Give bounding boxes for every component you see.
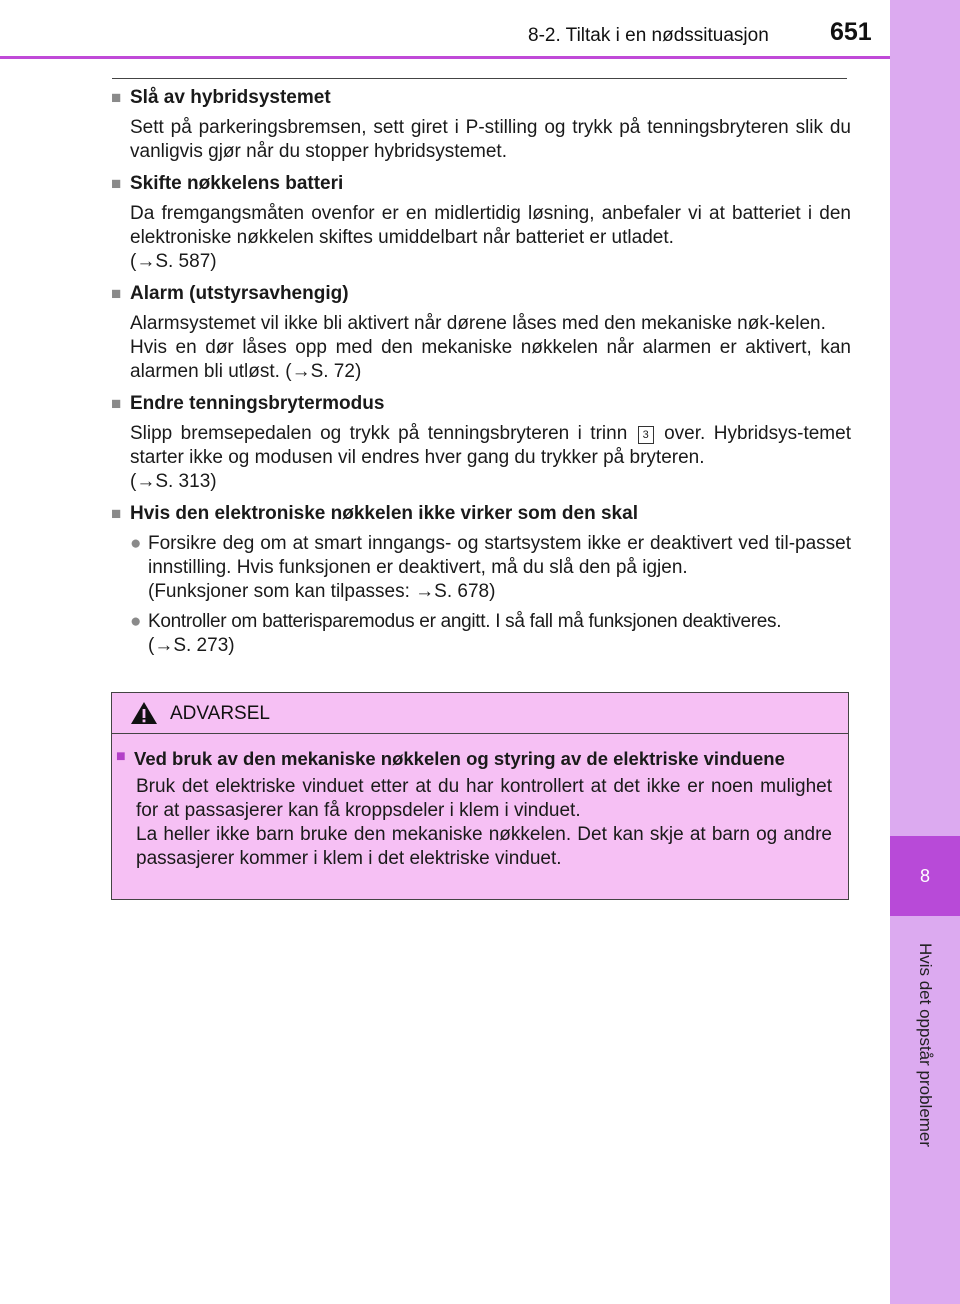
header-rule [0, 56, 890, 59]
square-bullet-icon: ■ [111, 284, 122, 303]
square-bullet-icon: ■ [111, 88, 122, 107]
warning-box [111, 692, 849, 900]
round-bullet-icon: ● [130, 611, 142, 632]
round-bullet-icon: ● [130, 533, 142, 554]
arrow-right-icon: → [291, 361, 311, 382]
section-heading: ■ Skifte nøkkelens batteri [111, 173, 344, 194]
page-reference-link[interactable]: (→S. 72) [285, 361, 362, 382]
arrow-right-icon: → [136, 471, 156, 492]
warning-text: Bruk det elektriske vinduet etter at du har kontrollert at det ikke er noen mulighet for at passasjerer kan få kroppsdeler i klem i vinduet. La heller ikke barn bruke den mekaniske nøkkelen. Det kan skje at barn og andre passasjerer kommer i klem i det elektriske vinduet. [136, 776, 832, 869]
arrow-right-icon: → [154, 635, 174, 656]
section-heading: ■ Hvis den elektroniske nøkkelen ikke virker som den skal [111, 503, 638, 524]
section-heading: ■ Slå av hybridsystemet [111, 87, 331, 108]
page-reference-link[interactable]: (→S. 273) [148, 635, 235, 656]
section-heading: ■ Alarm (utstyrsavhengig) [111, 283, 349, 304]
step-number-box: 3 [638, 426, 654, 444]
content-rule [112, 78, 847, 79]
main-content [111, 86, 851, 658]
warning-subheading: ■ Ved bruk av den mekaniske nøkkelen og styring av de elektriske vinduene [116, 748, 785, 769]
section-title: 8-2. Tiltak i en nødssituasjon [528, 25, 769, 46]
chapter-label: Hvis det oppstår problemer [916, 942, 935, 1148]
page-reference-link[interactable]: (→S. 587) [130, 251, 217, 272]
warning-body [112, 734, 848, 899]
arrow-right-icon: → [415, 581, 435, 602]
chapter-tab[interactable]: 8 [890, 836, 960, 916]
section-body: Da fremgangsmåten ovenfor er en midlertidig løsning, anbefaler vi at batteriet i den elektroniske nøkkelen skiftes umiddelbart når batteriet er utladet. (→S. 587) [130, 203, 851, 272]
section-body: Alarmsystemet vil ikke bli aktivert når dørene låses med den mekaniske nøk-kelen. Hvis en dør låses opp med den mekaniske nøkkelen når alarmen er aktivert, kan alarmen bli utløst. (→S. 72) [130, 313, 851, 382]
section-heading: ■ Endre tenningsbrytermodus [111, 393, 385, 414]
square-bullet-icon: ■ [111, 394, 122, 413]
arrow-right-icon: → [136, 251, 156, 272]
page-reference-link[interactable]: →S. 678) [415, 581, 496, 602]
square-bullet-icon: ■ [116, 748, 126, 765]
page-number: 651 [830, 18, 872, 46]
section-body: Sett på parkeringsbremsen, sett giret i P-stilling og trykk på tenningsbryteren slik du vanligvis gjør når du stopper hybridsystemet. [130, 117, 851, 162]
side-tab-upper [890, 0, 960, 836]
list-item: ● Forsikre deg om at smart inngangs- og startsystem ikke er deaktivert ved til-passet innstilling. Hvis funksjonen er deaktivert, må du slå den på igjen. (Funksjoner som kan tilpasses: →S. 678) [130, 533, 851, 602]
square-bullet-icon: ■ [111, 504, 122, 523]
square-bullet-icon: ■ [111, 174, 122, 193]
warning-header [112, 693, 848, 734]
warning-title: ADVARSEL [170, 703, 270, 724]
list-item: ● Kontroller om batterisparemodus er angitt. I så fall må funksjonen deaktiveres. (→S. 273) [130, 611, 782, 656]
page-reference-link[interactable]: (→S. 313) [130, 471, 217, 492]
warning-triangle-icon [130, 701, 158, 725]
section-body: Slipp bremsepedalen og trykk på tenningsbryteren i trinn 3 over. Hybridsys-temet starter ikke og modusen vil endres hver gang du trykker på bryteren. (→S. 313) [130, 423, 851, 492]
